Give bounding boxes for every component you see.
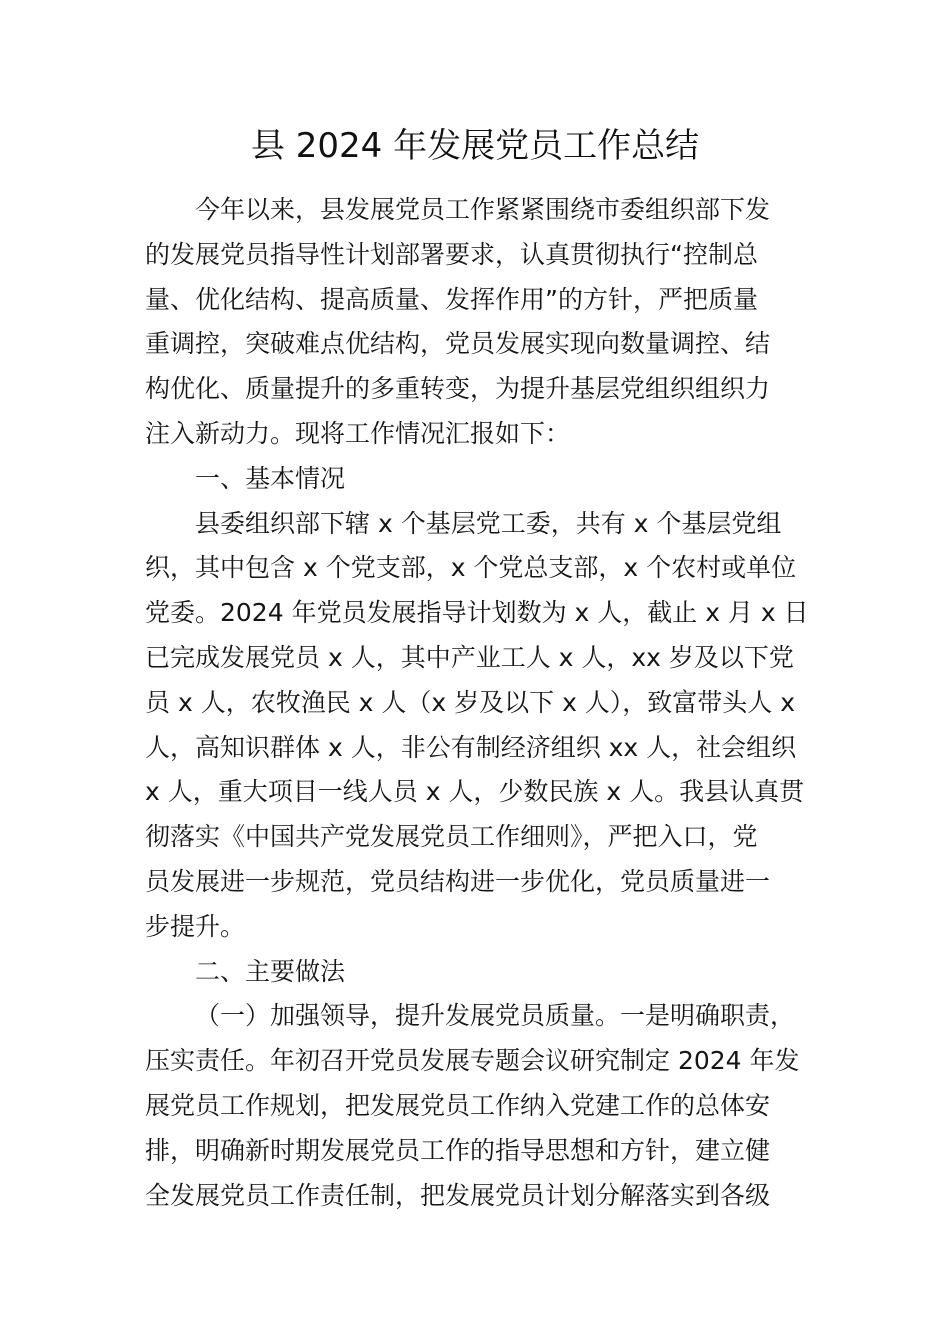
text-line-16: 员发展进一步规范，党员结构进一步优化，党员质量进一 <box>145 866 771 896</box>
text-line-13: 人，高知识群体 x 人，非公有制经济组织 xx 人，社会组织 <box>145 732 797 762</box>
document-body <box>145 188 807 1218</box>
text-line-12: 员 x 人，农牧渔民 x 人（x 岁及以下 x 人），致富带头人 x <box>145 687 796 717</box>
text-line-19: （一）加强领导，提升发展党员质量。一是明确职责， <box>195 1001 796 1031</box>
section-heading-basic: 一、基本情况 <box>195 463 346 493</box>
text-line-4: 重调控，突破难点优结构，党员发展实现向数量调控、结 <box>145 329 771 359</box>
text-line-8: 县委组织部下辖 x 个基层党工委，共有 x 个基层党组 <box>195 508 782 538</box>
text-line-1: 今年以来，县发展党员工作紧紧围绕市委组织部下发 <box>195 195 771 224</box>
text-line-3: 量、优化结构、提高质量、发挥作用”的方针，严把质量 <box>145 284 758 314</box>
text-line-14: x 人，重大项目一线人员 x 人，少数民族 x 人。我县认真贯 <box>145 777 805 807</box>
section-heading-methods: 二、主要做法 <box>195 956 346 986</box>
text-line-22: 排，明确新时期发展党员工作的指导思想和方针，建立健 <box>145 1135 771 1165</box>
text-line-17: 步提升。 <box>145 911 246 941</box>
text-line-10: 党委。2024 年党员发展指导计划数为 x 人，截止 x 月 x 日 <box>145 598 809 628</box>
text-line-21: 展党员工作规划，把发展党员工作纳入党建工作的总体安 <box>145 1090 771 1120</box>
text-line-23: 全发展党员工作责任制，把发展党员计划分解落实到各级 <box>145 1180 771 1210</box>
document-title: 县 2024 年发展党员工作总结 <box>250 126 700 166</box>
text-line-9: 织，其中包含 x 个党支部，x 个党总支部，x 个农村或单位 <box>145 553 797 583</box>
text-line-20: 压实责任。年初召开党员发展专题会议研究制定 2024 年发 <box>145 1046 800 1076</box>
text-line-11: 已完成发展党员 x 人，其中产业工人 x 人，xx 岁及以下党 <box>145 642 794 672</box>
text-line-6: 注入新动力。现将工作情况汇报如下： <box>145 418 571 448</box>
text-line-5: 构优化、质量提升的多重转变，为提升基层党组织组织力 <box>145 374 771 404</box>
text-line-2: 的发展党员指导性计划部署要求，认真贯彻执行“控制总 <box>145 239 758 269</box>
text-line-15: 彻落实《中国共产党发展党员工作细则》，严把入口，党 <box>145 822 758 852</box>
